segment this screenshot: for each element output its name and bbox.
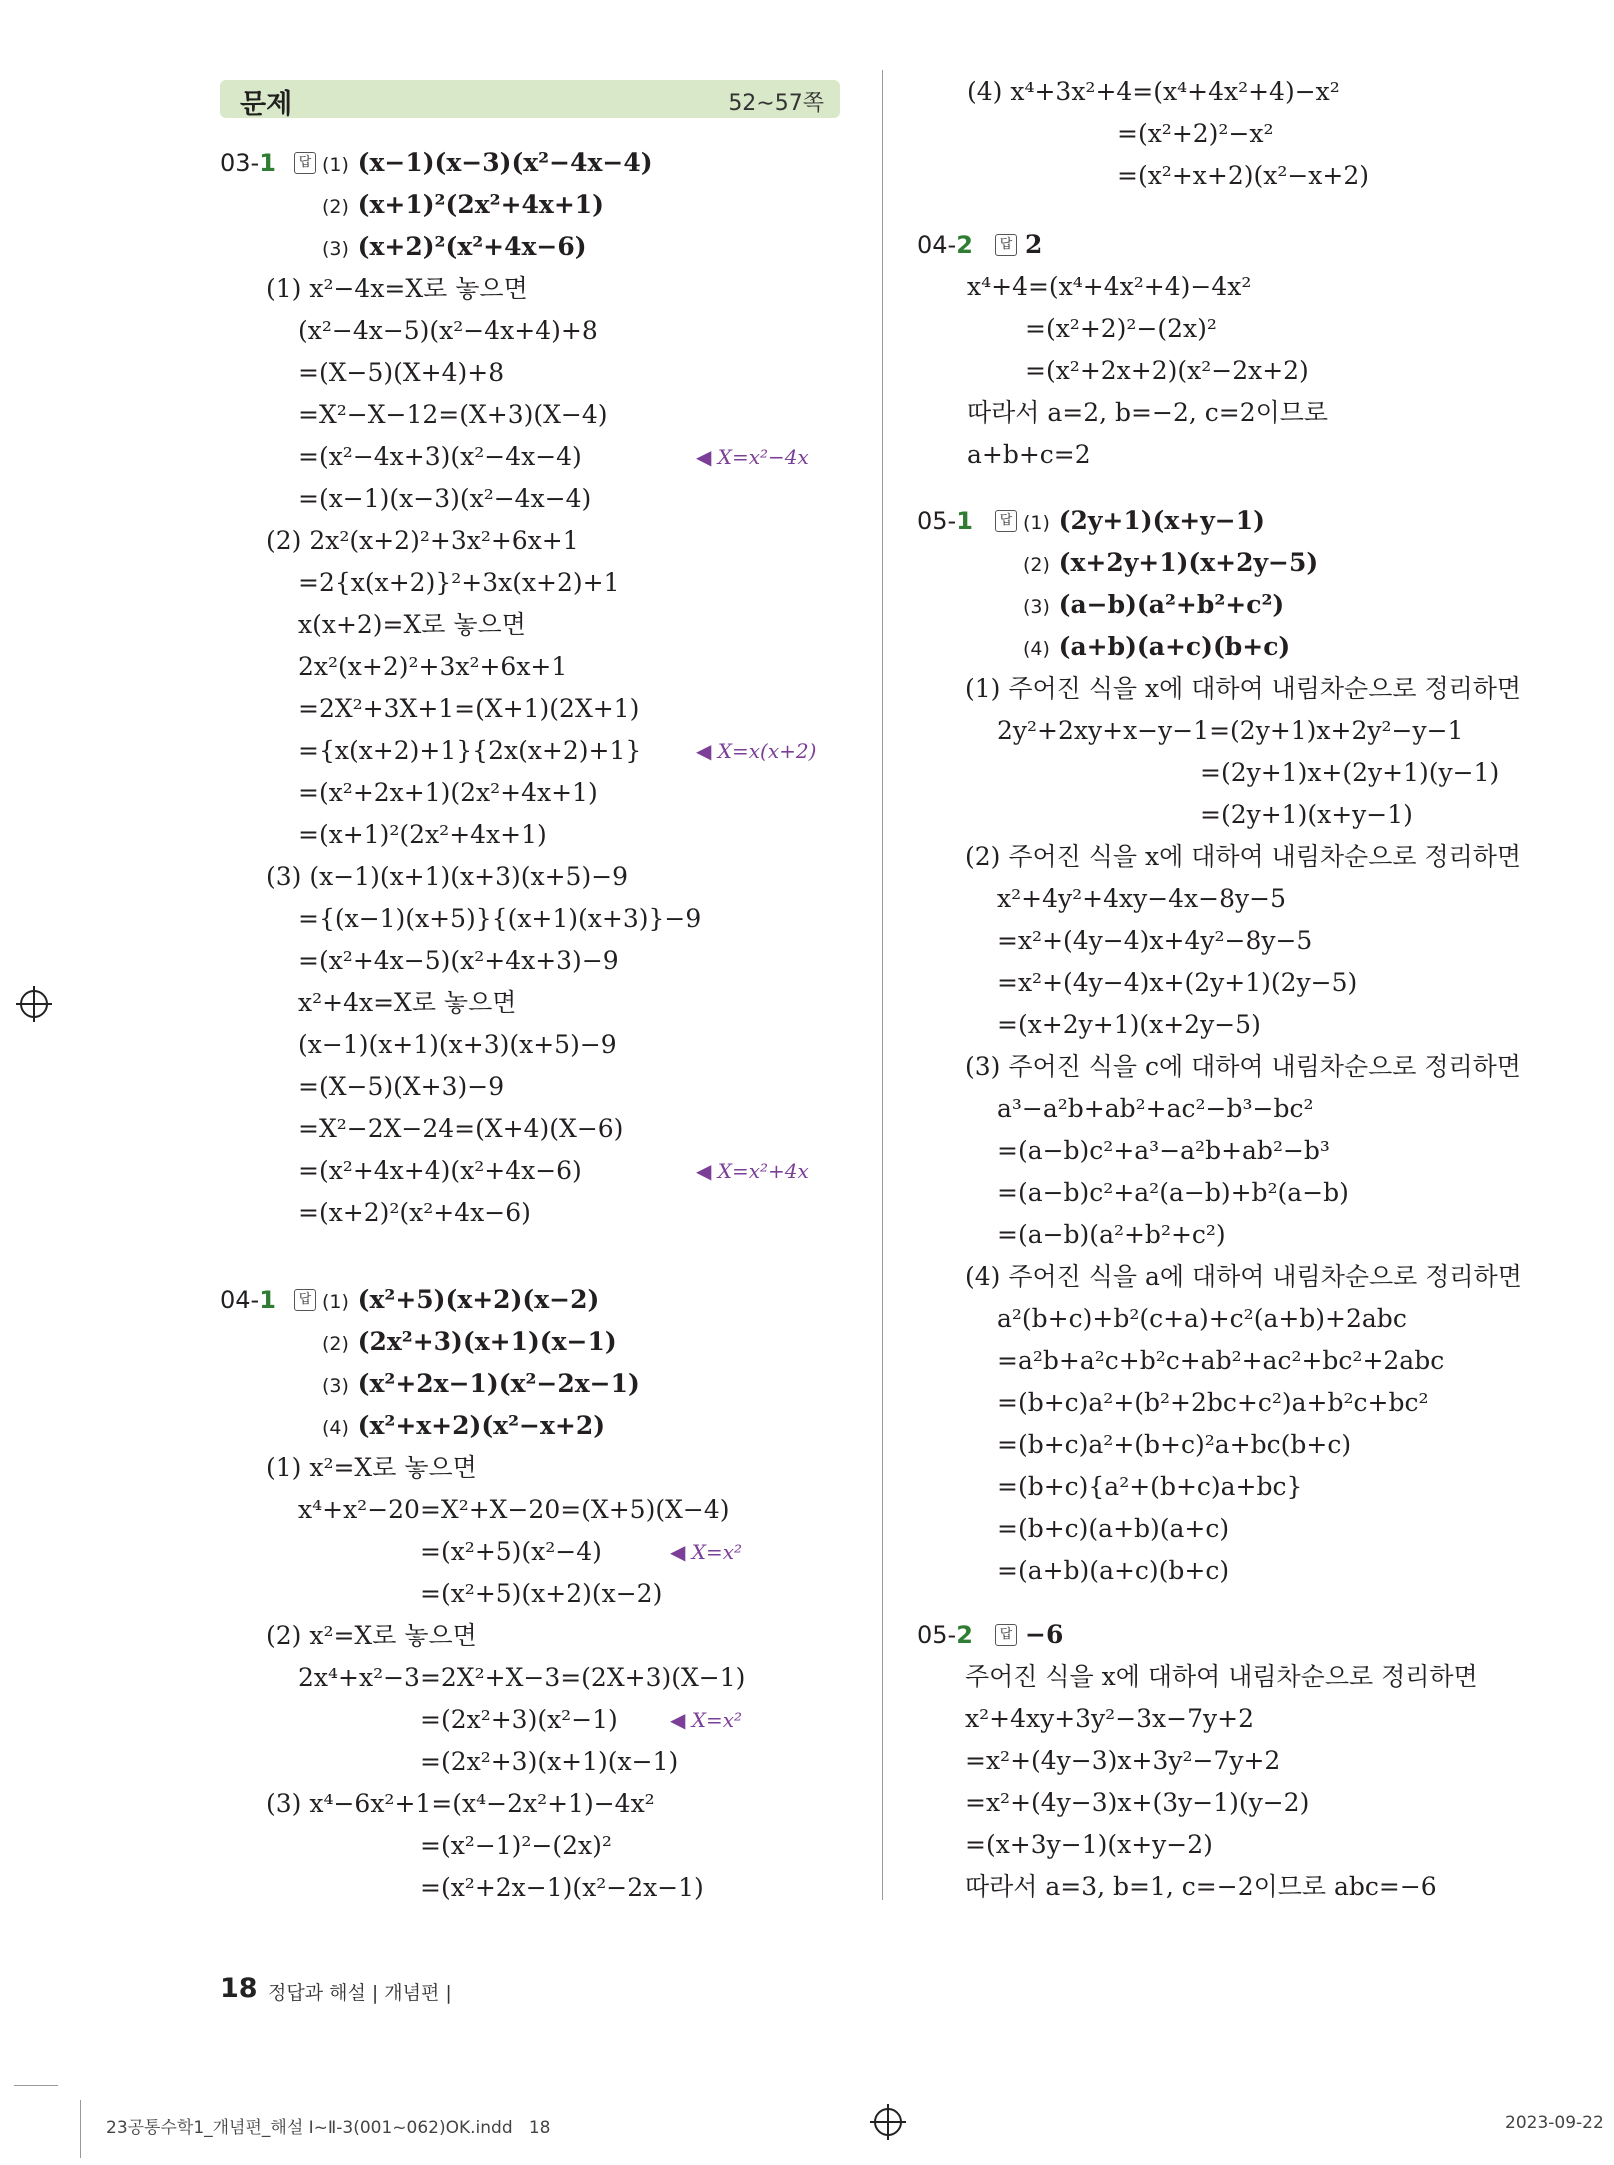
solution-line: =X²−2X−24=(X+4)(X−6)	[298, 1114, 624, 1143]
solution-line: x²+4x=X로 놓으면	[298, 988, 517, 1017]
answer-line: (4) (x²+x+2)(x²−x+2)	[322, 1411, 606, 1440]
solution-line: =(x²+4x−5)(x²+4x+3)−9	[298, 946, 619, 975]
solution-line: 주어진 식을 x에 대하여 내림차순으로 정리하면	[965, 1662, 1478, 1691]
substitution-note: ◀ X=x²−4x	[696, 445, 809, 469]
solution-line: =(x²+2x+2)(x²−2x+2)	[1025, 356, 1309, 385]
solution-line: (x²−4x−5)(x²−4x+4)+8	[298, 316, 598, 345]
solution-line: =(x²+x+2)(x²−x+2)	[1117, 161, 1370, 190]
solution-line: =(x²+2x−1)(x²−2x−1)	[420, 1873, 704, 1902]
section-header	[220, 80, 840, 118]
substitution-note: ◀ X=x²	[670, 1540, 743, 1564]
substitution-note: ◀ X=x²+4x	[696, 1159, 809, 1183]
answer-mark: 답	[995, 1624, 1017, 1646]
solution-line: =(X−5)(X+3)−9	[298, 1072, 505, 1101]
problem-number-03-1: 03-1	[220, 149, 276, 177]
solution-line: =(b+c)a²+(b+c)²a+bc(b+c)	[997, 1430, 1352, 1459]
answer-line: (1) (2y+1)(x+y−1)	[1023, 506, 1265, 535]
solution-line: 따라서 a=3, b=1, c=−2이므로 abc=−6	[965, 1872, 1437, 1901]
solution-line: =(x+3y−1)(x+y−2)	[965, 1830, 1213, 1859]
answer-mark: 답	[294, 1289, 316, 1311]
solution-line: (1) 주어진 식을 x에 대하여 내림차순으로 정리하면	[965, 674, 1522, 703]
solution-line: =2X²+3X+1=(X+1)(2X+1)	[298, 694, 640, 723]
solution-line: =(a−b)(a²+b²+c²)	[997, 1220, 1226, 1249]
substitution-note: ◀ X=x(x+2)	[696, 739, 817, 763]
solution-line: (4) x⁴+3x²+4=(x⁴+4x²+4)−x²	[967, 77, 1340, 106]
solution-line: =x²+(4y−4)x+4y²−8y−5	[997, 926, 1313, 955]
section-pages: 52∼57쪽	[728, 91, 824, 116]
answer-line: (3) (x+2)²(x²+4x−6)	[322, 232, 587, 261]
solution-line: ={(x−1)(x+5)}{(x+1)(x+3)}−9	[298, 904, 702, 933]
slug-filename: 23공통수학1_개념편_해설 Ⅰ~Ⅱ-3(001~062)OK.indd 18	[106, 2118, 551, 2138]
solution-line: x⁴+x²−20=X²+X−20=(X+5)(X−4)	[298, 1495, 730, 1524]
footer-label: 정답과 해설 | 개념편 |	[268, 1982, 452, 2004]
answer-line: (3) (x²+2x−1)(x²−2x−1)	[322, 1369, 640, 1398]
solution-line: 2x⁴+x²−3=2X²+X−3=(2X+3)(X−1)	[298, 1663, 746, 1692]
answer-line: (2) (2x²+3)(x+1)(x−1)	[322, 1327, 617, 1356]
solution-line: =(2y+1)x+(2y+1)(y−1)	[1200, 758, 1500, 787]
answer-mark: 답	[995, 510, 1017, 532]
solution-line: =(X−5)(X+4)+8	[298, 358, 505, 387]
solution-line: ={x(x+2)+1}{2x(x+2)+1}	[298, 736, 642, 765]
answer-value: 2	[1025, 230, 1043, 259]
solution-line: (1) x²=X로 놓으면	[266, 1453, 477, 1482]
solution-line: (3) 주어진 식을 c에 대하여 내림차순으로 정리하면	[965, 1052, 1521, 1081]
solution-line: 따라서 a=2, b=−2, c=2이므로	[967, 398, 1329, 427]
substitution-note: ◀ X=x²	[670, 1708, 743, 1732]
solution-line: =(x²+5)(x+2)(x−2)	[420, 1579, 663, 1608]
problem-number-04-2: 04-2	[917, 231, 973, 259]
answer-line: (1) (x²+5)(x+2)(x−2)	[322, 1285, 600, 1314]
solution-line: 2x²(x+2)²+3x²+6x+1	[298, 652, 568, 681]
answer-line: (4) (a+b)(a+c)(b+c)	[1023, 632, 1291, 661]
registration-mark-icon	[20, 990, 48, 1018]
solution-line: =(x+1)²(2x²+4x+1)	[298, 820, 547, 849]
solution-line: (3) x⁴−6x²+1=(x⁴−2x²+1)−4x²	[266, 1789, 655, 1818]
solution-line: (1) x²−4x=X로 놓으면	[266, 274, 528, 303]
answer-line: (2) (x+2y+1)(x+2y−5)	[1023, 548, 1319, 577]
solution-line: (2) 2x²(x+2)²+3x²+6x+1	[266, 526, 579, 555]
solution-line: a³−a²b+ab²+ac²−b³−bc²	[997, 1094, 1314, 1123]
solution-line: =(x+2)²(x²+4x−6)	[298, 1198, 531, 1227]
solution-line: =(a−b)c²+a²(a−b)+b²(a−b)	[997, 1178, 1349, 1207]
solution-line: =(x²−1)²−(2x)²	[420, 1831, 612, 1860]
solution-line: =(b+c)(a+b)(a+c)	[997, 1514, 1230, 1543]
solution-line: =(a−b)c²+a³−a²b+ab²−b³	[997, 1136, 1330, 1165]
slug-date: 2023-09-22	[1505, 2113, 1604, 2133]
solution-line: (2) x²=X로 놓으면	[266, 1621, 477, 1650]
page-number: 18	[220, 1973, 258, 2004]
solution-line: (2) 주어진 식을 x에 대하여 내림차순으로 정리하면	[965, 842, 1522, 871]
solution-line: (x−1)(x+1)(x+3)(x+5)−9	[298, 1030, 617, 1059]
solution-line: x²+4y²+4xy−4x−8y−5	[997, 884, 1286, 913]
solution-line: =(x−1)(x−3)(x²−4x−4)	[298, 484, 592, 513]
solution-line: =(x²+2x+1)(2x²+4x+1)	[298, 778, 598, 807]
solution-line: =(x²+2)²−x²	[1117, 119, 1274, 148]
solution-line: x⁴+4=(x⁴+4x²+4)−4x²	[967, 272, 1252, 301]
solution-line: =x²+(4y−3)x+3y²−7y+2	[965, 1746, 1281, 1775]
problem-number-04-1: 04-1	[220, 1286, 276, 1314]
problem-number-05-1: 05-1	[917, 507, 973, 535]
solution-line: =(x²+4x+4)(x²+4x−6)	[298, 1156, 582, 1185]
answer-mark: 답	[995, 234, 1017, 256]
answer-value: −6	[1025, 1620, 1064, 1649]
answer-line: (3) (a−b)(a²+b²+c²)	[1023, 590, 1285, 619]
trim-mark	[14, 2085, 58, 2086]
solution-line: =(2y+1)(x+y−1)	[1200, 800, 1413, 829]
solution-line: =(a+b)(a+c)(b+c)	[997, 1556, 1230, 1585]
solution-line: =x²+(4y−4)x+(2y+1)(2y−5)	[997, 968, 1358, 997]
problem-number-05-2: 05-2	[917, 1621, 973, 1649]
solution-line: =x²+(4y−3)x+(3y−1)(y−2)	[965, 1788, 1310, 1817]
solution-line: =X²−X−12=(X+3)(X−4)	[298, 400, 608, 429]
solution-line: =(b+c){a²+(b+c)a+bc}	[997, 1472, 1303, 1501]
solution-line: (4) 주어진 식을 a에 대하여 내림차순으로 정리하면	[965, 1262, 1522, 1291]
column-divider	[882, 70, 883, 1900]
section-title: 문제	[240, 89, 293, 120]
solution-line: =(x²+2)²−(2x)²	[1025, 314, 1217, 343]
registration-mark-icon	[874, 2108, 902, 2136]
solution-line: =(2x²+3)(x+1)(x−1)	[420, 1747, 679, 1776]
solution-line: =2{x(x+2)}²+3x(x+2)+1	[298, 568, 620, 597]
solution-line: =(x+2y+1)(x+2y−5)	[997, 1010, 1261, 1039]
solution-line: =(b+c)a²+(b²+2bc+c²)a+b²c+bc²	[997, 1388, 1429, 1417]
solution-line: x(x+2)=X로 놓으면	[298, 610, 526, 639]
solution-line: =a²b+a²c+b²c+ab²+ac²+bc²+2abc	[997, 1346, 1445, 1375]
answer-line: (2) (x+1)²(2x²+4x+1)	[322, 190, 604, 219]
answer-line: (1) (x−1)(x−3)(x²−4x−4)	[322, 148, 653, 177]
solution-line: =(x²−4x+3)(x²−4x−4)	[298, 442, 582, 471]
solution-line: a²(b+c)+b²(c+a)+c²(a+b)+2abc	[997, 1304, 1407, 1333]
trim-mark	[80, 2100, 81, 2158]
answer-mark: 답	[294, 152, 316, 174]
solution-line: =(2x²+3)(x²−1)	[420, 1705, 618, 1734]
solution-line: =(x²+5)(x²−4)	[420, 1537, 602, 1566]
solution-line: 2y²+2xy+x−y−1=(2y+1)x+2y²−y−1	[997, 716, 1464, 745]
solution-line: (3) (x−1)(x+1)(x+3)(x+5)−9	[266, 862, 629, 891]
solution-line: a+b+c=2	[967, 440, 1091, 469]
solution-line: x²+4xy+3y²−3x−7y+2	[965, 1704, 1254, 1733]
